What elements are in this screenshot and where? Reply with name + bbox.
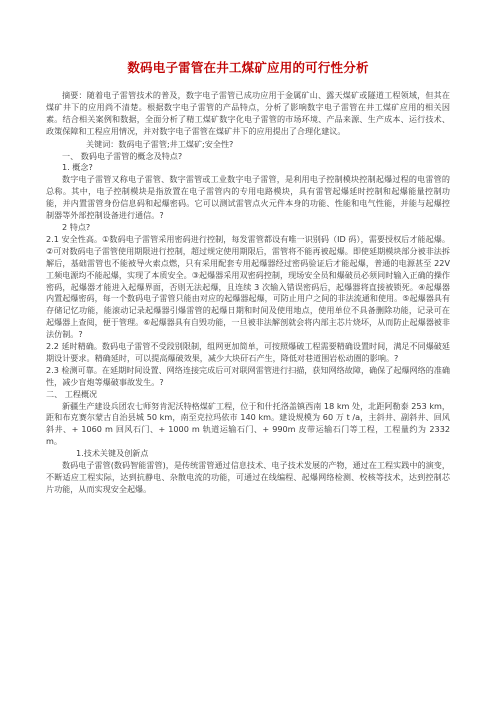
overview-paragraph: 新疆生产建设兵团农七师努肯泥沃特格煤矿工程，位于和什托洛盖镇西南 18 km 处，北距阿勒泰 253 km，距和布克赛尔蒙古自治县城 50 km，南至克拉玛依市 140 km。建设规模为 60 万 t /a，主斜井、副斜井、回风斜井、+ 1060 m 回风石门、+ 1000 m 轨道运输石门、+ 990m 皮带运输石门等工程，工程量约为 2332 m。 xyxy=(46,400,450,447)
subsection-heading-features: 2 特点? xyxy=(62,221,91,232)
innovation-paragraph: 数码电子雷管(数码智能雷管)，是传统雷管通过信息技术、电子技术发展的产物，通过在工程实践中的演变，不断适应工程实际，达到抗静电、杂散电流的功能，可通过在线编程、起爆网络检测、校核等技术，达到控制芯片功能，从而实现安全起爆。 xyxy=(46,460,450,494)
subsection-heading-innovation: 1.技术关键及创新点 xyxy=(76,448,149,459)
paper-title: 数码电子雷管在井工煤矿应用的可行性分析 xyxy=(127,60,369,75)
abstract: 摘要：随着电子雷管技术的普及，数字电子雷管已成功应用于金属矿山、露天煤矿或隧道工程领域，但其在煤矿井下的应用尚不清楚。根据数字电子雷管的产品特点，分析了影响数字电子雷管在井工煤矿应用的相关因素。结合相关案例和数据，全面分析了精工煤矿数字化电子雷管的市场环境、产品来源、生产成本、运行技术、政策保障和工程应用情况，并对数字电子雷管在煤矿井下的应用提出了合理化建议。 xyxy=(46,90,450,136)
feature-detection-paragraph: 2.3 检测可靠。在延期时间设置、网络连接完成后可对联网雷管进行扫描，获知网络故障，确保了起爆网络的准确性，减少盲炮等爆破事故发生。? xyxy=(46,364,450,387)
feature-safety-paragraph: 2.1 安全性高。①数码电子雷管采用密码进行控制，每发雷管都设有唯一识别码（ID 码），需要授权后才能起爆。②可对数码电子雷管使用期限进行控制，超过规定使用期限后，雷管将不能再被起爆。即使延期模块部分被非法拆解后，基础雷管也不能被导火索点燃，只有采用配套专用起爆器经过密码验证后才能起爆，普通的电源甚至 22V 工频电源均不能起爆，实现了本质安全。③起爆器采用双密码控制，现场安全员和爆破员必须同时输入正确的操作密码，起爆器才能进入起爆界面，否则无法起爆，且连续 3 次输入错误密码后，起爆器将直接被锁死。④起爆器内置起爆密码，每一个数码电子雷管只能由对应的起爆器起爆，可防止用户之间的非法流通和使用。⑤起爆器具有存储记忆功能，能滚动记录起爆器引爆雷管的起爆日期和时间及使用地点，使用单位不具备删除功能，记录可在起爆器上查阅，便于管理。⑥起爆器具有自毁功能，一旦被非法解剖就会将内部主芯片烧坏，从而防止起爆器被非法仿制。? xyxy=(46,233,450,340)
section-heading-2: 二、 工程概况 xyxy=(46,388,98,399)
keywords: 关键词：数码电子雷管;井工煤矿;安全性? xyxy=(86,138,234,149)
subsection-heading-concept: 1. 概念? xyxy=(62,162,93,173)
concept-paragraph: 数字电子雷管又称电子雷管、数字雷管或工业数字电子雷管，是利用电子控制模块控制起爆过程的电雷管的总称。其中，电子控制模块是指放置在电子雷管内的专用电路模块，具有雷管起爆延时控制和起爆能量控制功能，并内置雷管身份信息码和起爆密码。它可以测试雷管点火元件本身的功能、性能和电气性能，并能与起爆控制器等外部控制设备进行通信。? xyxy=(46,174,450,221)
section-heading-1: 一、 数码电子雷管的概念及特点? xyxy=(62,150,183,161)
feature-delay-paragraph: 2.2 延时精确。数码电子雷管不受段别限制，组网更加简单，可按照爆破工程需要精确设置时间，满足不同爆破延期设计要求。精确延时，可以提高爆破效果，减少大块矸石产生，降低对巷道围岩松动圈的影响。? xyxy=(46,341,450,363)
